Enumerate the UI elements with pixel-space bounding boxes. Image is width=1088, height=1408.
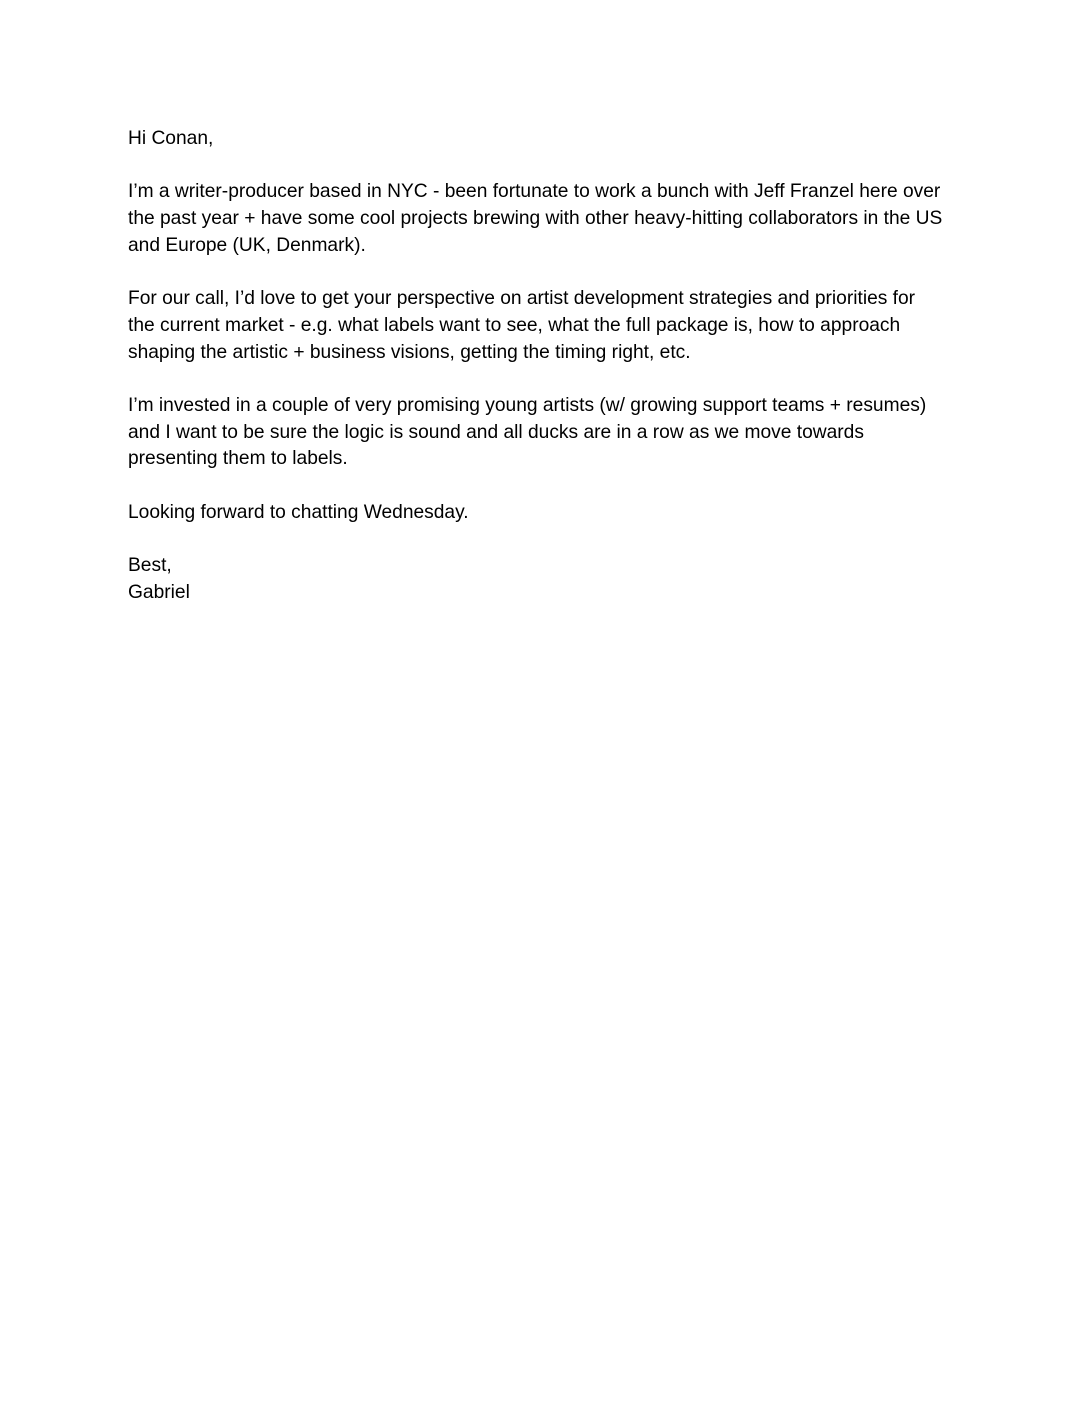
paragraph-line: presenting them to labels.	[128, 448, 348, 470]
paragraph-gap	[128, 259, 973, 286]
signature: Gabriel	[128, 581, 190, 603]
closing-line: Looking forward to chatting Wednesday.	[128, 501, 469, 523]
paragraph-intro	[128, 179, 973, 259]
paragraph-artists	[128, 393, 973, 473]
greeting: Hi Conan,	[128, 128, 214, 149]
paragraph-gap	[128, 153, 973, 180]
letter-body	[128, 126, 973, 606]
paragraph-line: and Europe (UK, Denmark).	[128, 234, 366, 256]
paragraph-line: the current market - e.g. what labels want to see, what the full package is, how to approach	[128, 314, 901, 336]
paragraph-line: I’m a writer-producer based in NYC - been fortunate to work a bunch with Jeff Franzel here over	[128, 181, 941, 203]
paragraph-line: I’m invested in a couple of very promising young artists (w/ growing support teams + resumes)	[128, 394, 927, 416]
paragraph-line: and I want to be sure the logic is sound and all ducks are in a row as we move towards	[128, 421, 864, 443]
paragraph-line: For our call, I’d love to get your perspective on artist development strategies and priorities for	[128, 288, 916, 310]
paragraph-line: shaping the artistic + business visions, getting the timing right, etc.	[128, 341, 691, 363]
paragraph-gap	[128, 526, 973, 553]
signoff: Best,	[128, 555, 172, 576]
paragraph-call-topics	[128, 286, 973, 366]
paragraph-line: the past year + have some cool projects brewing with other heavy-hitting collaborators in the US	[128, 208, 943, 230]
paragraph-gap	[128, 473, 973, 500]
paragraph-gap	[128, 366, 973, 393]
